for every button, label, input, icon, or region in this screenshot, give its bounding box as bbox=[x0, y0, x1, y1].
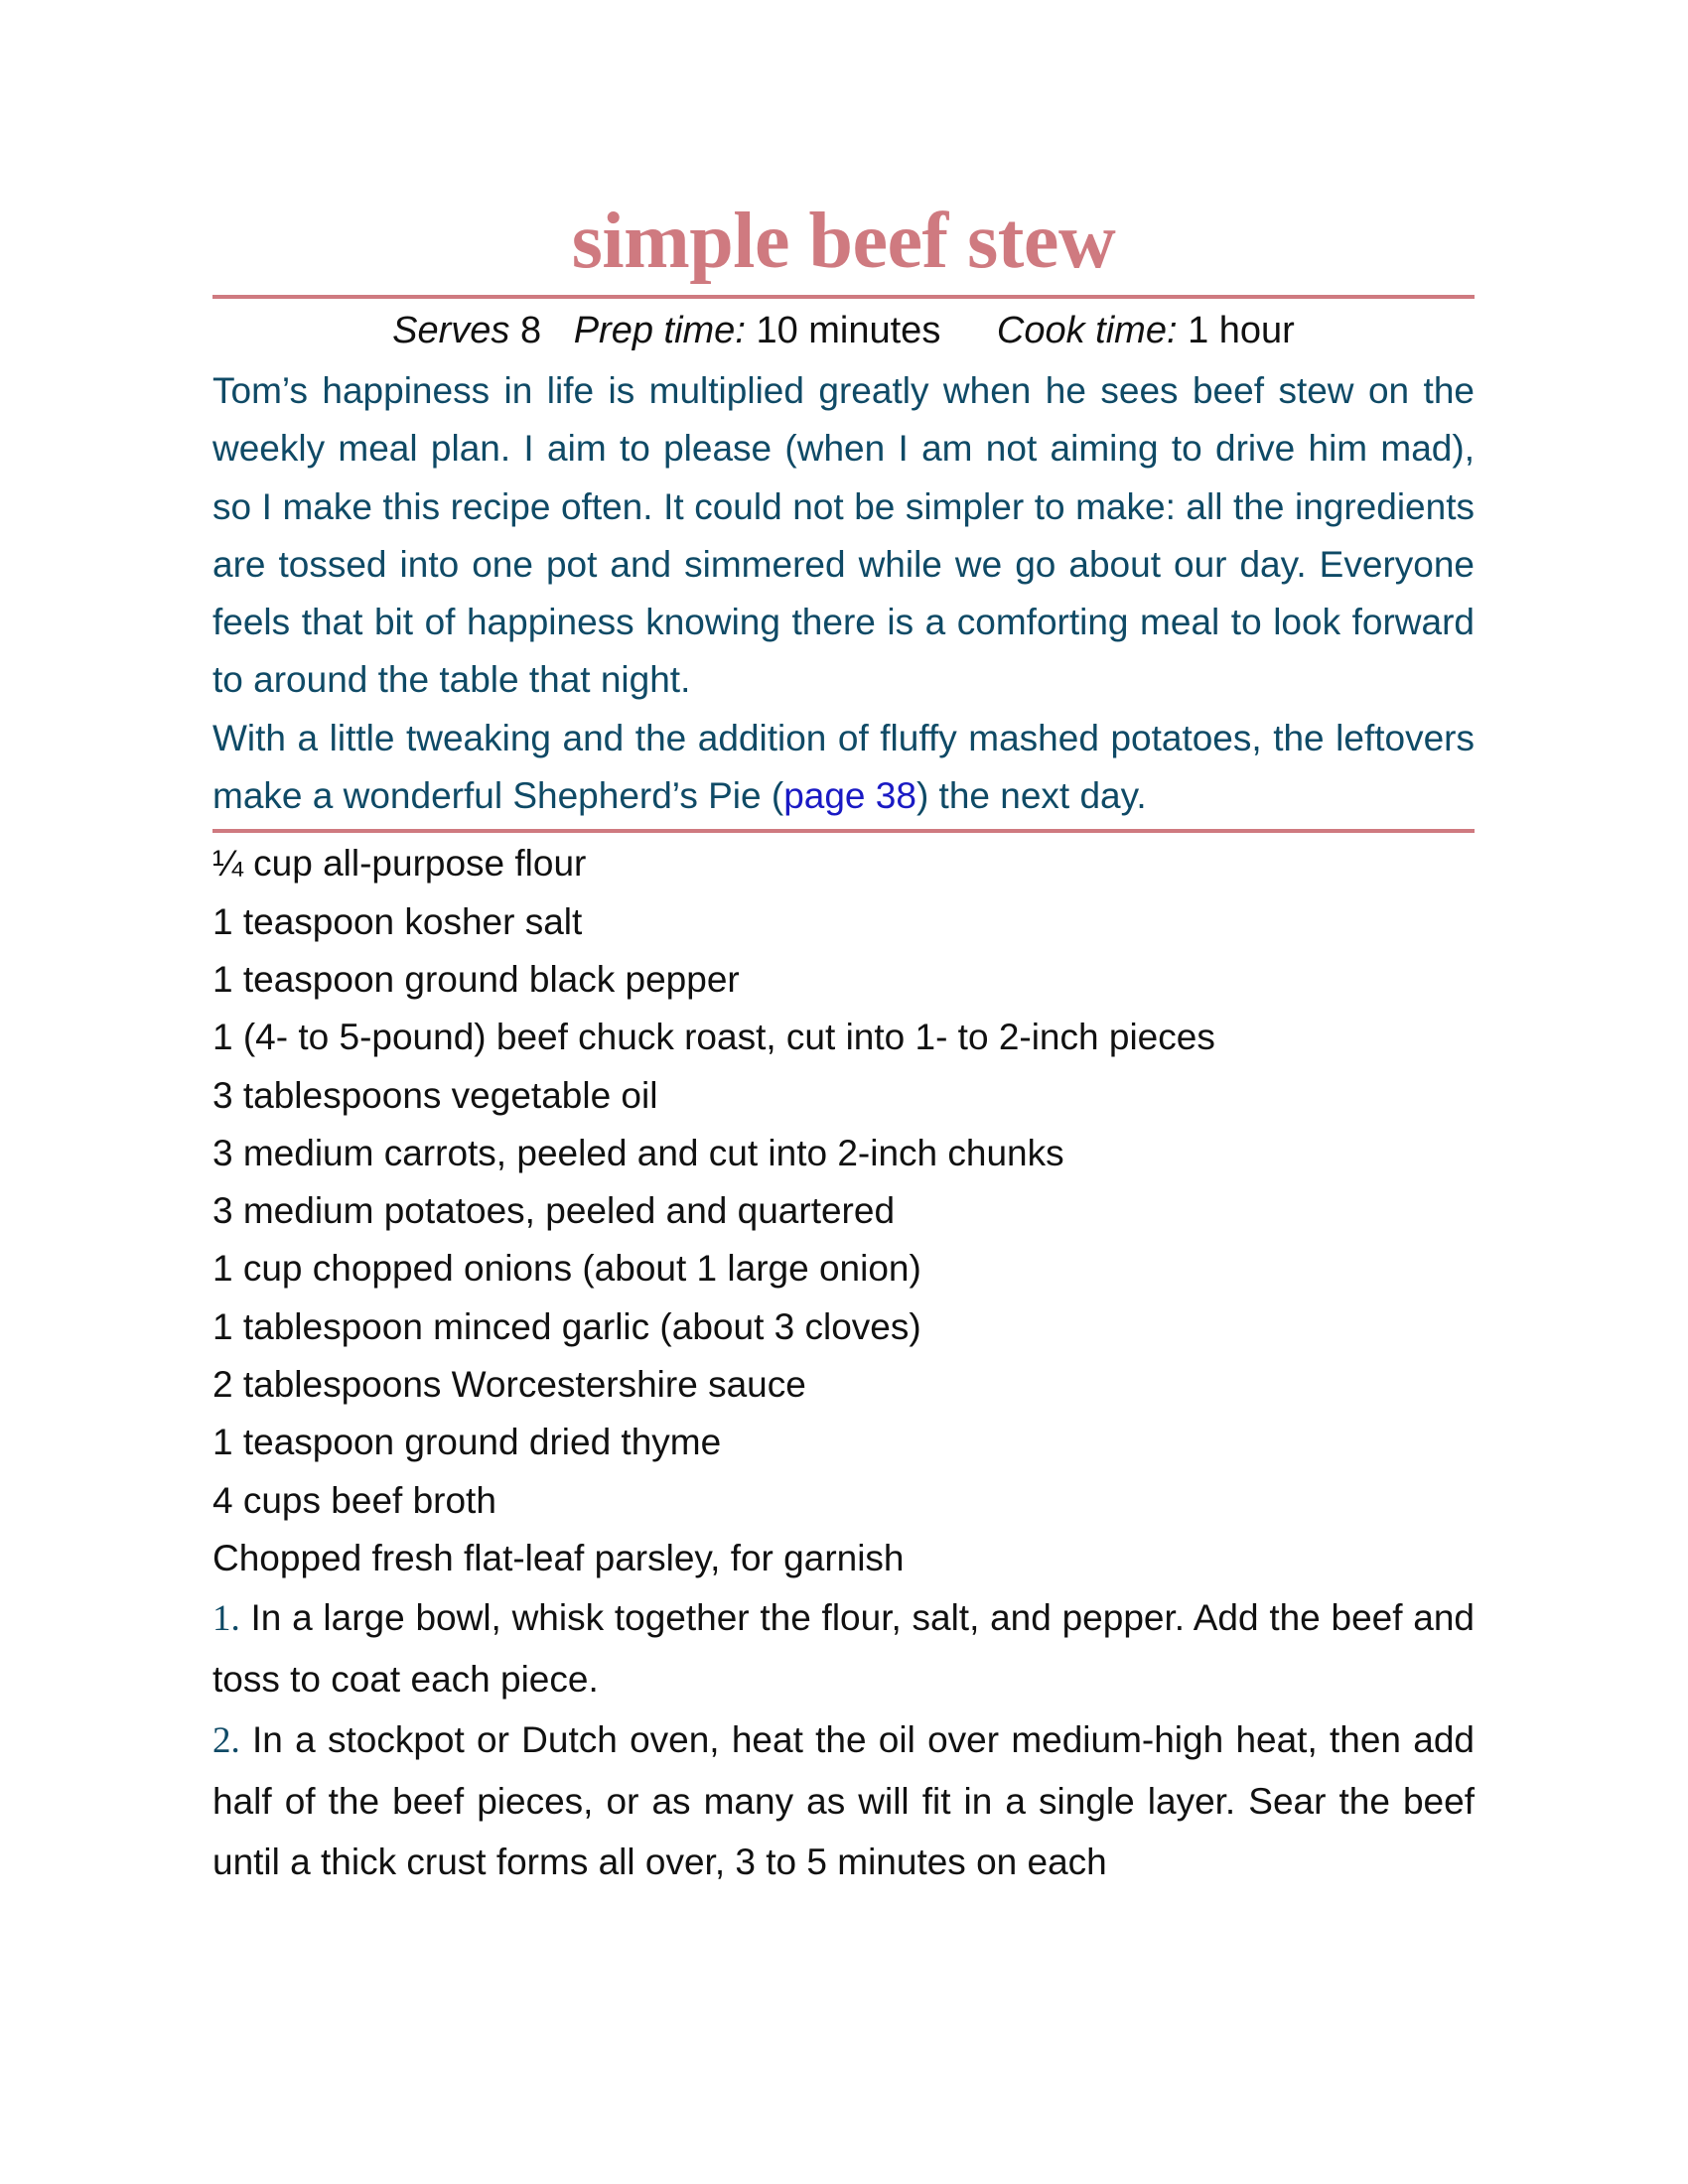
step-item bbox=[212, 1709, 1475, 1892]
ingredient-item: ¼ cup all-purpose flour bbox=[212, 843, 587, 885]
ingredient-item: 3 medium carrots, peeled and cut into 2-inch chunks bbox=[212, 1132, 1064, 1173]
step-text: In a stockpot or Dutch oven, heat the oil over medium-high heat, then add half of the beef pieces, or as many as will fit in a single layer. Sear the beef until a thick crust forms all over, 3 to 5 minutes on each bbox=[212, 1719, 1475, 1883]
recipe-intro bbox=[212, 362, 1475, 825]
intro-paragraph: Tom’s happiness in life is multiplied greatly when he sees beef stew on the weekly meal plan. I aim to please (when I am not aiming to drive him mad), so I make this recipe often. It could not be simpler to make: all the ingredients are tossed into one pot and simmered while we go about our day. Everyone feels that bit of happiness knowing there is a comforting meal to look forward to around the table that night. bbox=[212, 370, 1475, 701]
recipe-title: simple beef stew bbox=[571, 198, 1116, 285]
step-item bbox=[212, 1587, 1475, 1709]
ingredient-item: 3 tablespoons vegetable oil bbox=[212, 1074, 658, 1116]
ingredient-item: 1 teaspoon kosher salt bbox=[212, 900, 583, 942]
serves-label: Serves bbox=[392, 310, 510, 351]
intro-paragraph bbox=[212, 710, 1475, 826]
ingredient-item: 3 medium potatoes, peeled and quartered bbox=[212, 1190, 896, 1232]
step-number: 2. bbox=[212, 1720, 240, 1762]
ingredient-item: 1 (4- to 5-pound) beef chuck roast, cut into 1- to 2-inch pieces bbox=[212, 1017, 1215, 1058]
recipe-page bbox=[212, 0, 1475, 1892]
intro-text: With a little tweaking and the addition of fluffy mashed potatoes, the leftovers make a wonderful Shepherd’s Pie ( bbox=[212, 717, 1475, 817]
recipe-steps bbox=[212, 1587, 1475, 1892]
prep-time-value: 10 minutes bbox=[756, 310, 941, 351]
ingredient-item: 1 teaspoon ground black pepper bbox=[212, 958, 740, 1000]
intro-divider bbox=[212, 829, 1475, 833]
intro-text: ) the next day. bbox=[915, 775, 1147, 817]
ingredient-item: 1 cup chopped onions (about 1 large onion) bbox=[212, 1248, 921, 1290]
ingredient-item: 1 teaspoon ground dried thyme bbox=[212, 1422, 722, 1463]
ingredient-item: Chopped fresh flat-leaf parsley, for garnish bbox=[212, 1537, 905, 1578]
prep-time-label: Prep time: bbox=[573, 310, 746, 351]
step-text: In a large bowl, whisk together the flour, salt, and pepper. Add the beef and toss to coat each piece. bbox=[212, 1597, 1475, 1701]
step-number: 1. bbox=[212, 1598, 240, 1640]
serves-value: 8 bbox=[520, 310, 542, 351]
ingredient-item: 1 tablespoon minced garlic (about 3 cloves) bbox=[212, 1305, 921, 1347]
cook-time-label: Cook time: bbox=[996, 310, 1178, 351]
page-link[interactable]: page 38 bbox=[783, 775, 916, 817]
cook-time-value: 1 hour bbox=[1188, 310, 1295, 351]
ingredient-list bbox=[212, 835, 1475, 1587]
ingredient-item: 4 cups beef broth bbox=[212, 1479, 496, 1521]
recipe-meta bbox=[212, 299, 1475, 362]
ingredient-item: 2 tablespoons Worcestershire sauce bbox=[212, 1364, 806, 1406]
